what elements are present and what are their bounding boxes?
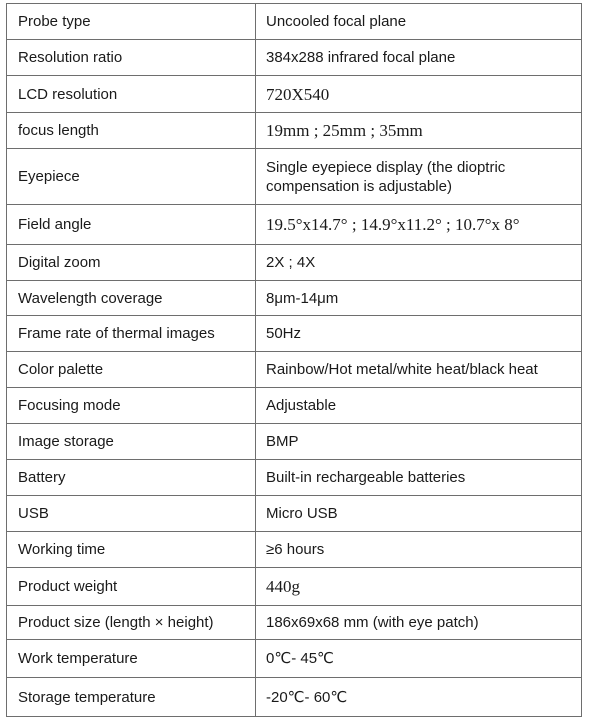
spec-value: 0℃- 45℃ [256, 640, 582, 678]
table-row [7, 149, 582, 205]
spec-value: Uncooled focal plane [256, 4, 582, 40]
table-row [7, 606, 582, 640]
spec-label: Probe type [7, 4, 256, 40]
table-row [7, 424, 582, 460]
spec-value: 720X540 [256, 76, 582, 113]
spec-label: Frame rate of thermal images [7, 316, 256, 352]
spec-value: 384x288 infrared focal plane [256, 40, 582, 76]
table-row [7, 316, 582, 352]
spec-value: 2X ; 4X [256, 245, 582, 281]
spec-value: 8μm-14μm [256, 281, 582, 316]
spec-label-text: Product size [18, 614, 101, 631]
spec-value: BMP [256, 424, 582, 460]
spec-label: LCD resolution [7, 76, 256, 113]
spec-value: ≥6 hours [256, 532, 582, 568]
spec-value: Single eyepiece display (the dioptric compensation is adjustable) [256, 149, 582, 205]
spec-value: 186x69x68 mm (with eye patch) [256, 606, 582, 640]
spec-label: Eyepiece [7, 149, 256, 205]
spec-label-suffix: (length × height) [104, 614, 214, 631]
table-row [7, 678, 582, 717]
table-row [7, 281, 582, 316]
spec-value: Rainbow/Hot metal/white heat/black heat [256, 352, 582, 388]
table-row [7, 245, 582, 281]
spec-label: Wavelength coverage [7, 281, 256, 316]
table-row [7, 76, 582, 113]
table-row [7, 4, 582, 40]
table-row [7, 40, 582, 76]
spec-label: Digital zoom [7, 245, 256, 281]
table-row [7, 205, 582, 245]
table-row [7, 388, 582, 424]
table-row [7, 113, 582, 149]
spec-label: focus length [7, 113, 256, 149]
spec-label: Resolution ratio [7, 40, 256, 76]
spec-value: -20℃- 60℃ [256, 678, 582, 717]
spec-value: 50Hz [256, 316, 582, 352]
table-row [7, 496, 582, 532]
spec-label: Color palette [7, 352, 256, 388]
spec-label: Work temperature [7, 640, 256, 678]
table-row [7, 460, 582, 496]
spec-label: Product weight [7, 568, 256, 606]
spec-label: Focusing mode [7, 388, 256, 424]
spec-value: Adjustable [256, 388, 582, 424]
spec-label: Image storage [7, 424, 256, 460]
table-row [7, 352, 582, 388]
spec-label: Storage temperature [7, 678, 256, 717]
spec-label: Battery [7, 460, 256, 496]
spec-value: Built-in rechargeable batteries [256, 460, 582, 496]
spec-label: USB [7, 496, 256, 532]
spec-value: 19.5°x14.7° ; 14.9°x11.2° ; 10.7°x 8° [256, 205, 582, 245]
spec-value: Micro USB [256, 496, 582, 532]
spec-label: Working time [7, 532, 256, 568]
table-row [7, 568, 582, 606]
spec-table [6, 3, 582, 717]
spec-value: 19mm ; 25mm ; 35mm [256, 113, 582, 149]
table-row [7, 640, 582, 678]
spec-value: 440g [256, 568, 582, 606]
spec-label: Field angle [7, 205, 256, 245]
spec-label [7, 606, 256, 640]
table-row [7, 532, 582, 568]
